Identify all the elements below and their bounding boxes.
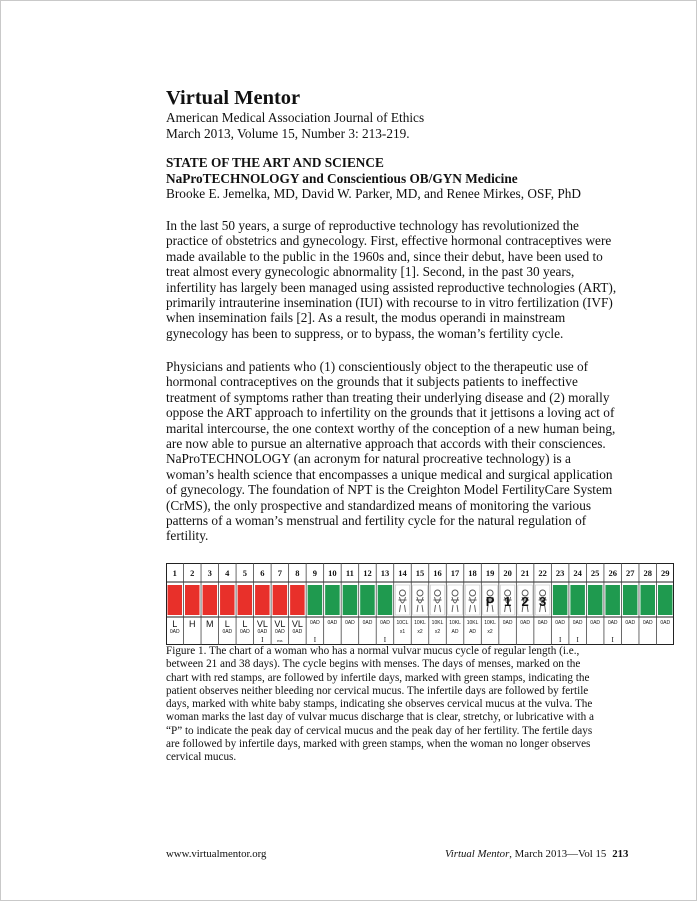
green-stamp [378, 585, 393, 615]
green-stamp [360, 585, 375, 615]
journal-title: Virtual Mentor [166, 87, 301, 109]
day-number: 9 [312, 568, 318, 578]
green-stamp [605, 585, 620, 615]
code-text: 0AD [590, 620, 601, 626]
page-number: 213 [612, 848, 629, 860]
text-line: NaProTECHNOLOGY (an acronym for natural procreative technology) is a [166, 451, 571, 467]
day-number: 28 [643, 568, 652, 578]
red-stamp [290, 585, 305, 615]
day-number: 21 [520, 568, 530, 578]
sub-code-text: x2 [417, 629, 423, 635]
green-stamp [588, 585, 603, 615]
caption-line: Figure 1. The chart of a woman who has a normal vulvar mucus cycle of regular length (i.e., [166, 645, 580, 657]
text-line: are now able to pursue an alternative approach that accords with their consciences. [166, 436, 606, 452]
day-number: 12 [363, 568, 372, 578]
sub-code-text: AD [451, 629, 459, 635]
day-number: 24 [573, 568, 582, 578]
code-text: 10KL [414, 620, 426, 626]
intercourse-mark: I [261, 636, 264, 644]
sub-code-text: 0AD [292, 629, 303, 635]
caption-line: patient observes neither bleeding nor cervical mucus. The infertile days are followed by fertile [166, 684, 589, 697]
text-line: practice of obstetrics and gynecology. First, effective hormonal contraceptives were [166, 233, 612, 249]
code-text: VL [274, 619, 286, 629]
text-line: In the last 50 years, a surge of reproductive technology has revolutionized the [166, 218, 579, 233]
red-stamp [238, 585, 253, 615]
text-line: woman’s health science that encompasses a unique medical and surgical application [166, 466, 613, 482]
paragraph-1 [166, 218, 626, 341]
green-stamp [570, 585, 585, 615]
green-stamp [343, 585, 358, 615]
red-stamp [203, 585, 218, 615]
footer-issue: , March 2013—Vol 15 [509, 848, 607, 860]
stamp-mark: 3 [539, 594, 547, 609]
day-number: 5 [242, 568, 247, 578]
caption-line: between 21 and 38 days). The cycle begins with menses. The days of menses, marked on the [166, 658, 581, 671]
day-number: 20 [503, 568, 512, 578]
code-text: M [206, 619, 214, 629]
code-text: 10CL [396, 620, 409, 626]
sub-code-text: 0AD [257, 629, 268, 635]
code-text: 0AD [345, 620, 355, 626]
stamp-mark: 2 [521, 594, 529, 609]
article-heading [166, 155, 626, 202]
day-number: 19 [485, 568, 495, 578]
stamp-mark: P [485, 594, 495, 609]
text-line: Physicians and patients who (1) conscientiously object to the therapeutic use of [166, 359, 589, 374]
code-text: 0AD [502, 620, 513, 626]
day-number: 8 [295, 568, 300, 578]
day-number: 29 [660, 568, 670, 578]
journal-name: American Medical Association Journal of Ethics [166, 110, 425, 125]
sub-code-text: 0AD [274, 629, 285, 635]
authors: Brooke E. Jemelka, MD, David W. Parker, MD, and Renee Mirkes, OSF, PhD [166, 186, 581, 201]
intercourse-mark: I [313, 636, 317, 644]
intercourse-mark: I [611, 636, 614, 644]
code-text: L [172, 619, 178, 629]
code-text: L [242, 619, 248, 629]
figure-caption [166, 645, 626, 765]
day-number: 23 [555, 568, 565, 578]
day-number: 2 [190, 568, 195, 578]
caption-line: days, marked with white baby stamps, indicating she observes cervical mucus at the vulva. The [166, 698, 593, 711]
caption-line: woman marks the last day of vulvar mucus discharge that is clear, stretchy, or lubricative with a [166, 711, 594, 724]
day-number: 17 [450, 568, 460, 578]
sub-code-text: x2 [434, 629, 441, 635]
intercourse-mark: ms [277, 638, 283, 643]
code-text: VL [256, 619, 268, 629]
text-line: hormonal contraceptives on the grounds that it subjects patients to ineffective [166, 374, 578, 390]
code-text: 10KL [466, 620, 479, 626]
green-stamp [640, 585, 655, 615]
code-text: H [189, 619, 196, 629]
caption-line: “P” to indicate the peak day of cervical mucus and the peak day of her fertility. The fertile days [166, 724, 593, 737]
sub-code-text: 0AD [222, 629, 233, 635]
day-number: 27 [625, 568, 635, 578]
day-number: 6 [260, 568, 265, 578]
text-line: treat almost every gynecologic abnormality [1]. Second, in the past 30 years, [166, 264, 575, 280]
stamp-mark: 1 [503, 594, 512, 609]
day-number: 22 [538, 568, 547, 578]
code-text: 0AD [642, 620, 653, 626]
red-stamp [273, 585, 288, 615]
text-line: when insemination fails [2]. As a result, the modus operandi in mainstream [166, 310, 566, 326]
code-text: 0AD [660, 620, 671, 626]
intercourse-mark: I [576, 636, 579, 644]
code-text: VL [291, 619, 303, 629]
day-number: 7 [277, 568, 282, 578]
code-text: 0AD [625, 620, 636, 626]
text-line: patterns of a woman’s menstrual and fertility cycle for the natural regulation of [166, 513, 587, 529]
code-text: 0AD [572, 620, 583, 626]
code-text: L [224, 619, 230, 629]
sub-code-text: x1 [399, 629, 406, 635]
journal-header [166, 86, 626, 141]
footer-url[interactable]: www.virtualmentor.org [166, 848, 267, 860]
caption-line: cervical mucus. [166, 751, 237, 764]
code-text: 0AD [555, 620, 566, 626]
code-text: 0AD [537, 620, 548, 626]
text-line: fertility. [166, 528, 209, 544]
code-text: 0AD [327, 620, 338, 626]
sub-code-text: AD [469, 629, 477, 635]
paragraph-2 [166, 359, 626, 544]
sub-code-text: 0AD [239, 629, 250, 635]
section-label: STATE OF THE ART AND SCIENCE [166, 155, 384, 170]
sub-code-text: 0AD [169, 629, 180, 635]
day-number: 10 [328, 568, 337, 578]
red-stamp [255, 585, 270, 615]
day-number: 25 [590, 568, 600, 578]
day-number: 18 [468, 568, 477, 578]
green-stamp [325, 585, 340, 615]
text-line: infertility has largely been managed using assisted reproductive technologies (ART), [166, 279, 617, 295]
red-stamp [168, 585, 183, 615]
footer-journal: Virtual Mentor [445, 848, 510, 860]
caption-line: chart with red stamps, are followed by infertile days, marked with green stamps, indicating the [166, 671, 590, 684]
text-line: (CrMS), the only prospective and standardized means of monitoring the various [166, 497, 592, 513]
green-stamp [553, 585, 568, 615]
day-number: 13 [380, 568, 390, 578]
intercourse-mark: I [383, 636, 387, 644]
text-line: oppose the ART approach to infertility on the grounds that it jettisons a loving act of [166, 405, 615, 421]
red-stamp [185, 585, 200, 615]
article-title: NaProTECHNOLOGY and Conscientious OB/GYN Medicine [166, 170, 518, 186]
fertility-chart [166, 563, 674, 645]
day-number: 15 [415, 568, 425, 578]
fertility-chart-svg [166, 563, 674, 645]
code-text: 0AD [607, 620, 618, 626]
code-text: 10KL [484, 620, 496, 626]
green-stamp [623, 585, 638, 615]
code-text: 10KL [449, 620, 461, 626]
day-number: 3 [207, 568, 212, 578]
issue-line: March 2013, Volume 15, Number 3: 213-219. [166, 125, 410, 141]
intercourse-mark: I [558, 636, 562, 644]
code-text: 0AD [362, 620, 373, 626]
text-line: gynecology has been to suppress, or to bypass, the woman’s fertility cycle. [166, 325, 564, 341]
code-text: 0AD [380, 620, 390, 626]
day-number: 14 [398, 568, 407, 578]
day-number: 1 [172, 568, 177, 578]
day-number: 11 [345, 568, 354, 578]
text-line: primarily intrauterine insemination (IUI) with recourse to in vitro fertilization (IVF) [166, 295, 613, 311]
code-text: 10KL [431, 620, 444, 626]
green-stamp [308, 585, 323, 615]
text-line: of gynecology. The foundation of NPT is the Creighton Model FertilityCare System [166, 482, 613, 498]
caption-line: are followed by infertile days, marked with green stamps, when the woman no longer observes [166, 738, 591, 751]
red-stamp [220, 585, 235, 615]
text-line: treatment of symptoms rather than treating their underlying disease and (2) morally [166, 389, 610, 405]
code-text: 0AD [520, 620, 530, 626]
day-number: 16 [433, 568, 442, 578]
text-line: marital intercourse, the one context worthy of the conception of a new human being, [166, 420, 616, 436]
green-stamp [658, 585, 673, 615]
sub-code-text: x2 [487, 629, 493, 635]
day-number: 4 [225, 568, 230, 578]
footer-citation [445, 848, 628, 860]
code-text: 0AD [310, 620, 320, 626]
day-number: 26 [608, 568, 617, 578]
text-line: made available to the public in the 1960s and, since their debut, have been used to [166, 248, 603, 264]
